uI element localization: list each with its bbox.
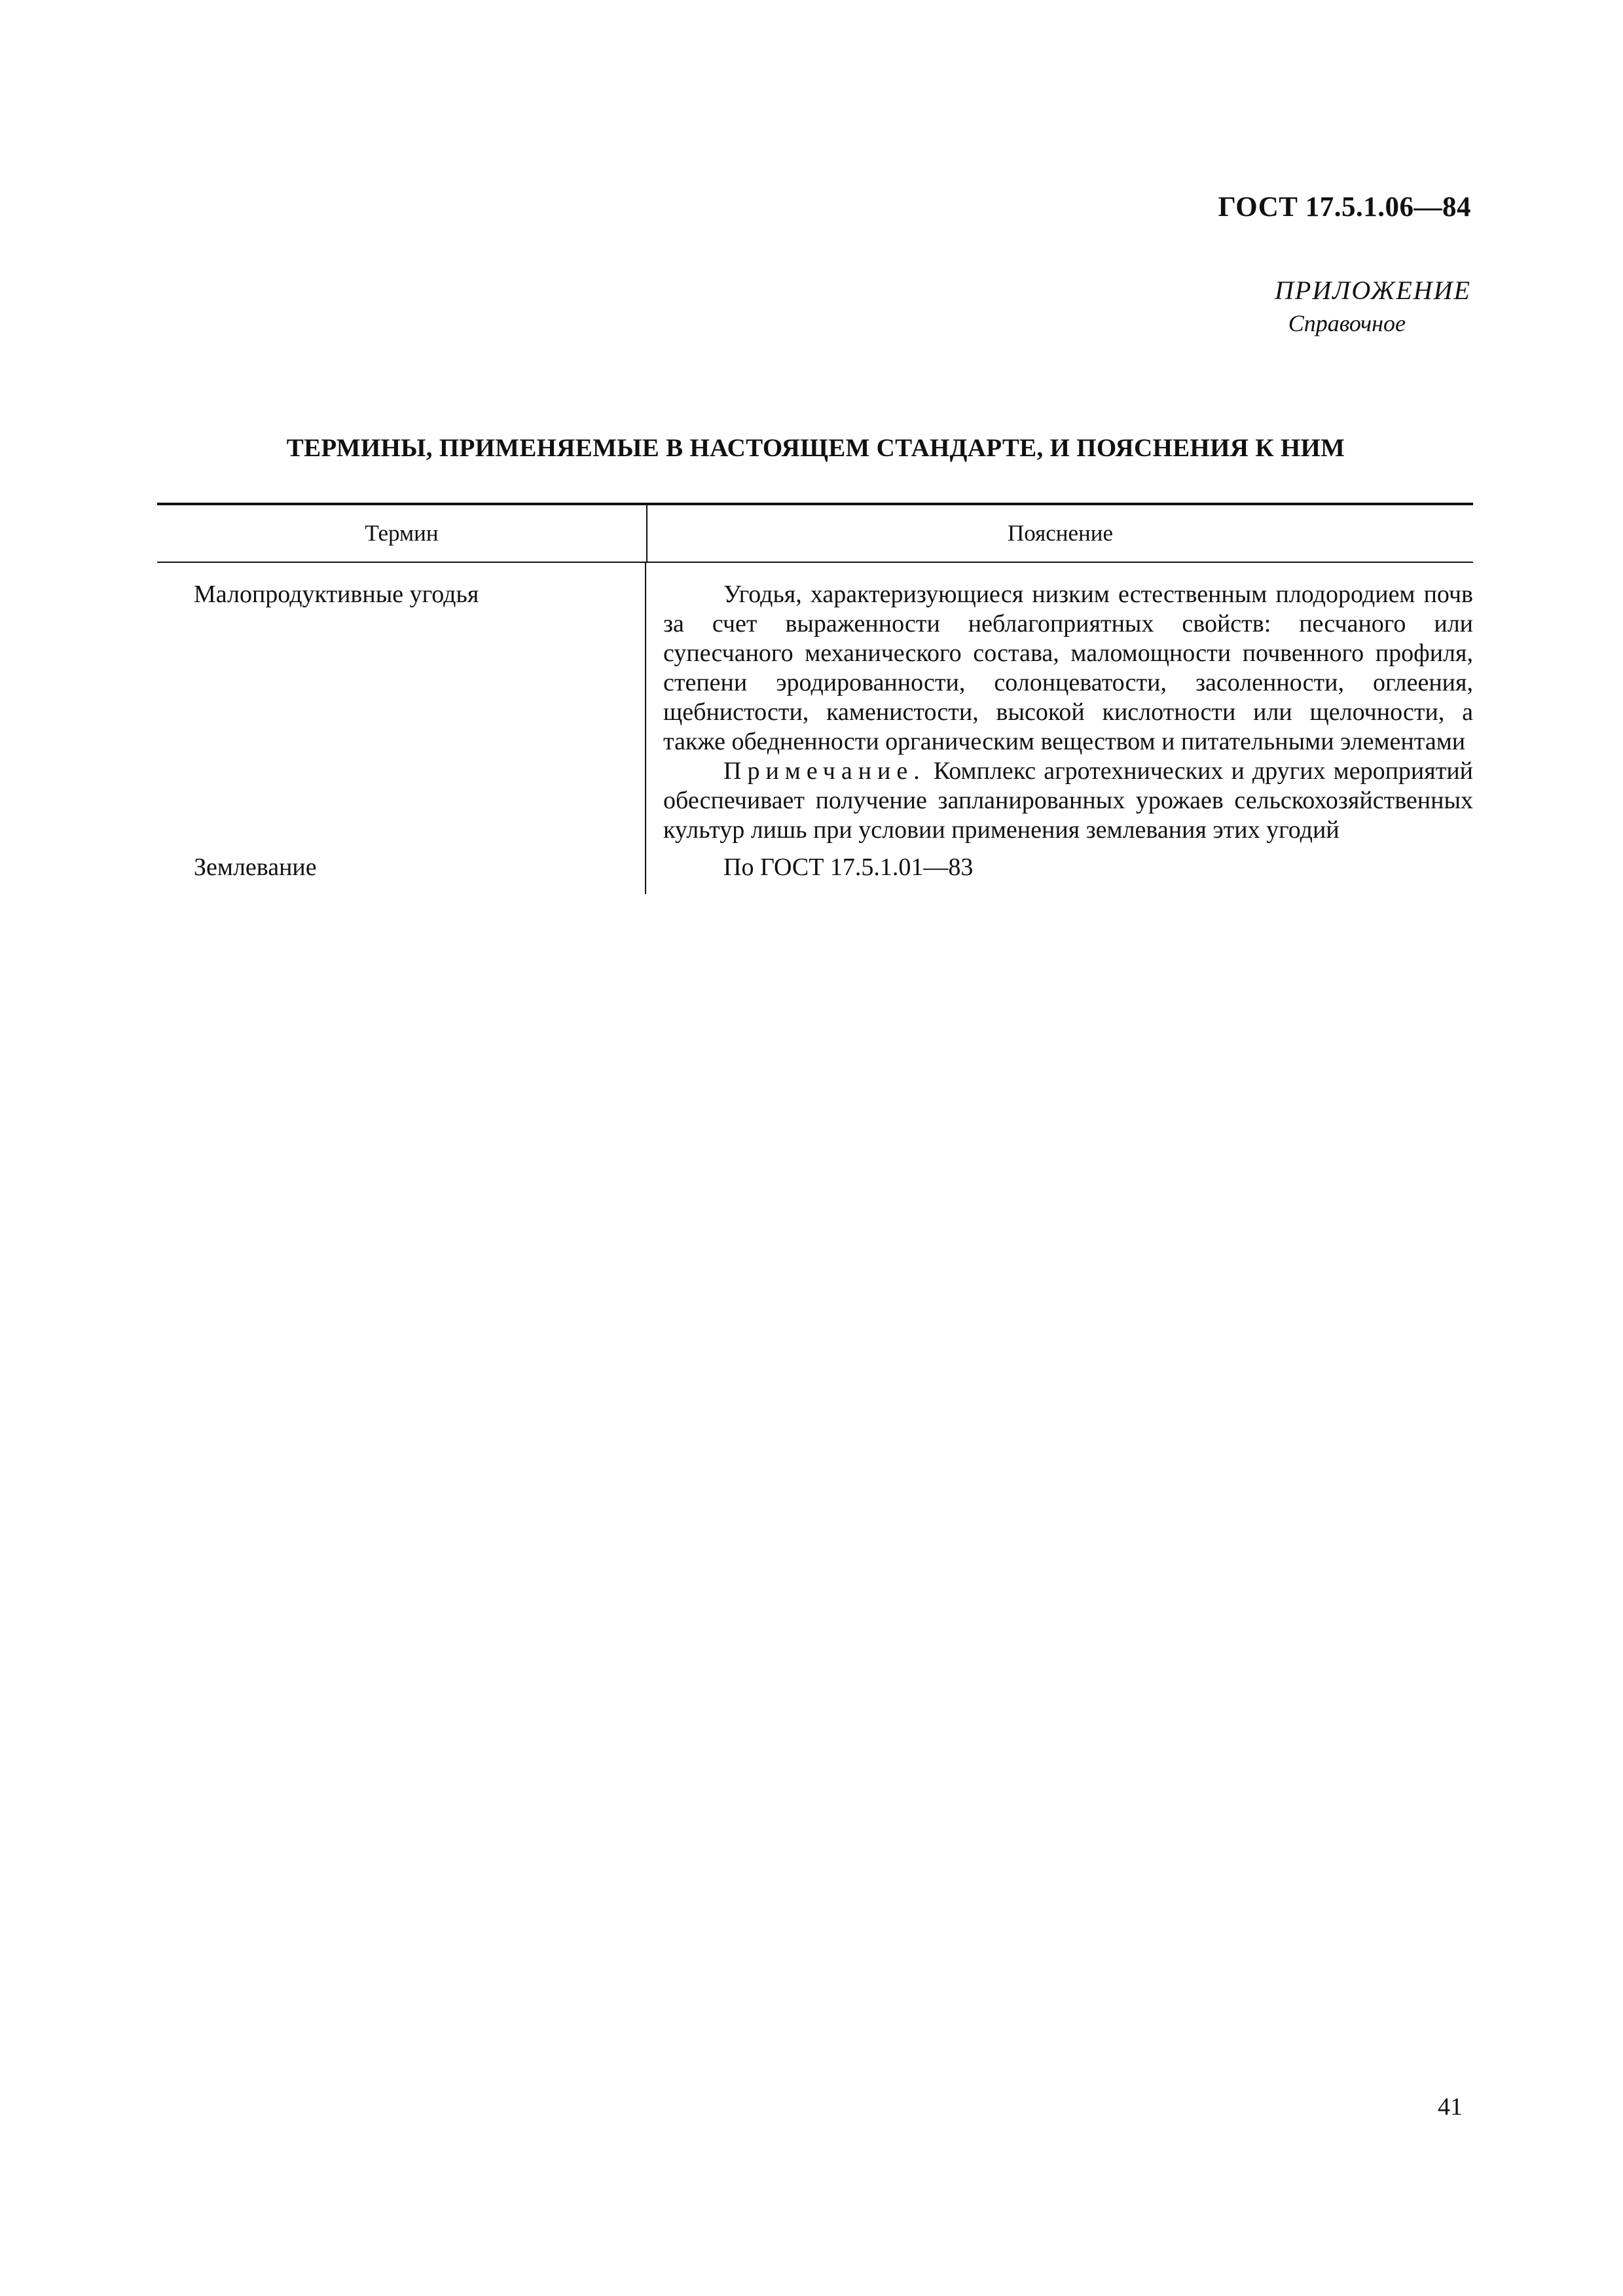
column-header-explanation: Пояснение bbox=[1007, 520, 1113, 546]
explanation-cell bbox=[646, 845, 1473, 894]
term-cell: Малопродуктивные угодья bbox=[157, 563, 646, 845]
table-row bbox=[157, 563, 1473, 845]
appendix-label bbox=[1275, 275, 1471, 337]
table-header bbox=[157, 505, 1473, 563]
note-paragraph bbox=[663, 757, 1473, 845]
term-cell: Землевание bbox=[157, 845, 646, 894]
appendix-title: ПРИЛОЖЕНИЕ bbox=[1275, 276, 1471, 305]
explanation-cell bbox=[646, 563, 1473, 845]
explanation-text: По ГОСТ 17.5.1.01—83 bbox=[723, 853, 974, 881]
appendix-type: Справочное bbox=[1288, 310, 1406, 336]
standard-code: ГОСТ 17.5.1.06—84 bbox=[1218, 192, 1471, 223]
table-row bbox=[157, 845, 1473, 894]
explanation-text: Угодья, характеризующиеся низким естественным плодородием почв за счет выраженности неблагоприятных свойств: песчаного или супесчаного механического состава, маломощности почвенного профиля, степени эродированности, солонцеватости, засоленности, оглеения, щебнистости, каменистости, высокой кислотности или щелочности, а также обедненности органическим веществом и питательными элементами bbox=[663, 581, 1473, 755]
terms-table bbox=[157, 503, 1473, 894]
document-title: ТЕРМИНЫ, ПРИМЕНЯЕМЫЕ В НАСТОЯЩЕМ СТАНДАРТЕ, И ПОЯСНЕНИЯ К НИМ bbox=[286, 434, 1345, 462]
note-text: Комплекс агротехнических и других мероприятий обеспечивает получение запланированных урожаев сельскохозяйственных культур лишь при условии применения землевания этих угодий bbox=[663, 757, 1473, 844]
page-number: 41 bbox=[1438, 2093, 1463, 2121]
column-header-term: Термин bbox=[157, 505, 647, 562]
note-label: Примечание. bbox=[723, 757, 926, 785]
